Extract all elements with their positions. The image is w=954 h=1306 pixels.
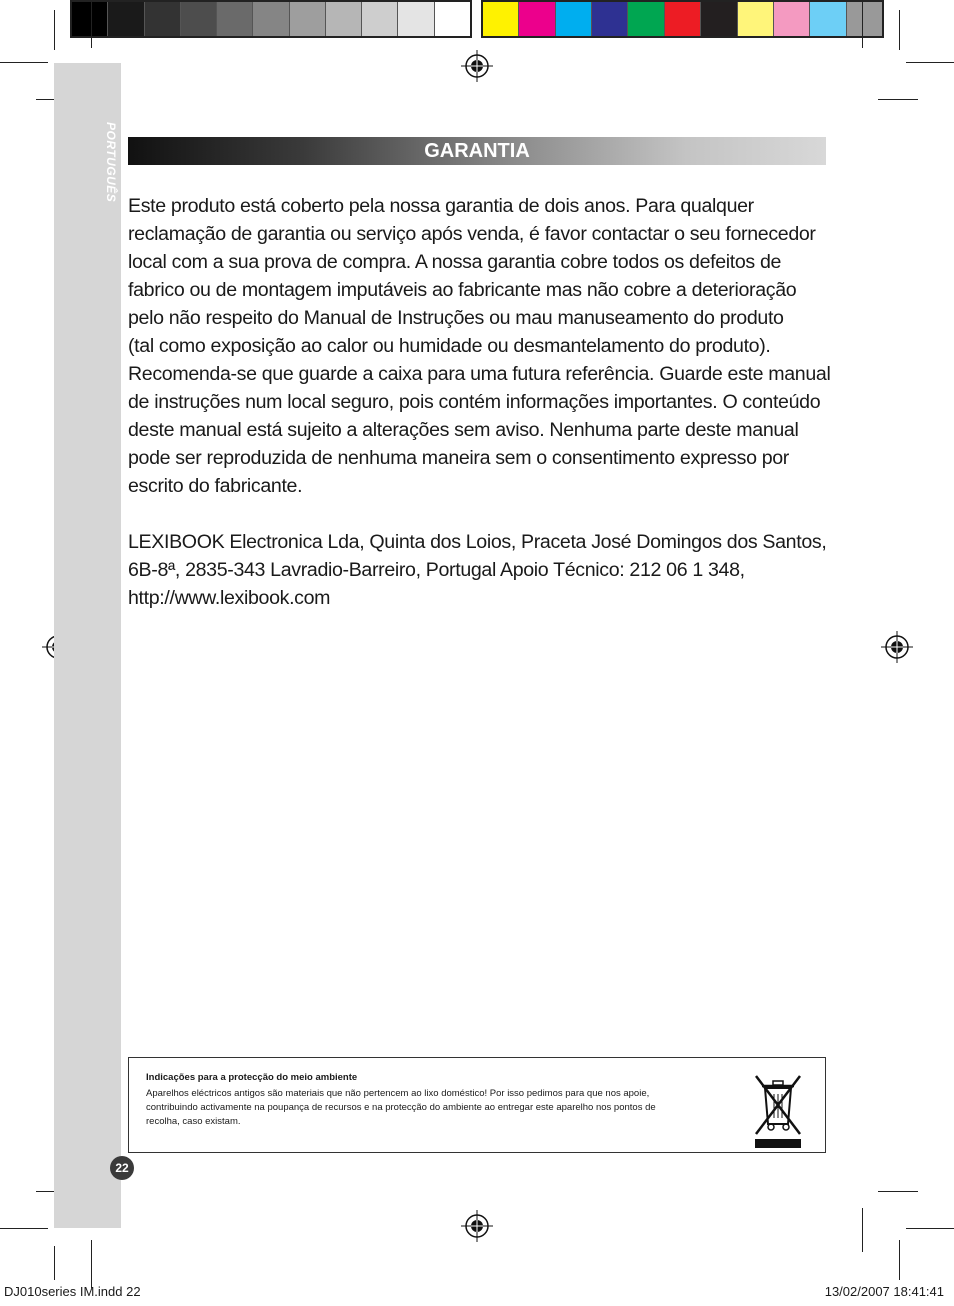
crop-mark — [54, 1246, 55, 1280]
crop-mark — [878, 1191, 918, 1192]
section-header — [128, 137, 826, 165]
crop-mark — [54, 10, 55, 50]
environment-title: Indicações para a protecção do meio ambiente — [146, 1072, 358, 1083]
crossed-out-wheelie-bin-icon — [753, 1068, 803, 1150]
text-line: pode ser reproduzida de nenhuma maneira sem o consentimento expresso por — [128, 447, 789, 469]
color-swatch — [556, 2, 592, 36]
color-swatch — [738, 2, 774, 36]
color-swatch — [592, 2, 628, 36]
color-swatch — [362, 2, 398, 36]
color-swatch — [519, 2, 555, 36]
color-swatch — [145, 2, 181, 36]
text-line: deste manual está sujeito a alterações sem aviso. Nenhuma parte deste manual — [128, 419, 799, 441]
color-swatch — [810, 2, 846, 36]
color-swatch — [665, 2, 701, 36]
grayscale-color-bar — [70, 0, 472, 38]
registration-mark-icon — [460, 49, 494, 83]
text-line: Recomenda-se que guarde a caixa para uma futura referência. Guarde este manual — [128, 363, 831, 385]
text-line: http://www.lexibook.com — [128, 587, 331, 609]
language-sidebar — [54, 63, 121, 1228]
page-number: 22 — [110, 1156, 134, 1180]
crop-mark — [899, 10, 900, 50]
color-swatch — [701, 2, 737, 36]
warranty-text — [128, 192, 831, 612]
datetime-slug: 13/02/2007 18:41:41 — [824, 1284, 944, 1299]
text-line: Este produto está coberto pela nossa garantia de dois anos. Para qualquer — [128, 195, 754, 217]
environment-text — [146, 1087, 706, 1129]
language-label: PORTUGUÊS — [104, 122, 118, 203]
text-line: local com a sua prova de compra. A nossa garantia cobre todos os defeitos de — [128, 251, 782, 273]
crop-mark — [906, 62, 954, 63]
text-line: (tal como exposição ao calor ou humidade ou desmantelamento do produto). — [128, 335, 771, 357]
crop-mark — [878, 99, 918, 100]
warranty-paragraph — [128, 192, 831, 500]
color-swatch — [398, 2, 434, 36]
color-swatch — [181, 2, 217, 36]
crop-mark — [0, 1228, 48, 1229]
text-line: pelo não respeito do Manual de Instruções ou mau manuseamento do produto — [128, 307, 784, 329]
text-line: 6B-8ª, 2835-343 Lavradio-Barreiro, Portugal Apoio Técnico: 212 06 1 348, — [128, 559, 745, 581]
text-line: Aparelhos eléctricos antigos são materiais que não pertencem ao lixo doméstico! Por isso pedimos para que nos apoie, — [146, 1088, 650, 1099]
crop-mark — [91, 1240, 92, 1288]
color-swatch — [483, 2, 519, 36]
color-swatch — [326, 2, 362, 36]
color-swatch — [628, 2, 664, 36]
text-line: recolha, caso existam. — [146, 1116, 241, 1127]
registration-mark-icon — [460, 1209, 494, 1243]
color-swatch — [847, 2, 882, 36]
color-swatch — [435, 2, 470, 36]
color-swatch — [217, 2, 253, 36]
crop-mark — [0, 62, 48, 63]
crop-mark — [906, 1228, 954, 1229]
contact-paragraph — [128, 528, 828, 612]
text-line: escrito do fabricante. — [128, 475, 303, 497]
color-swatch — [253, 2, 289, 36]
color-swatch — [774, 2, 810, 36]
text-line: LEXIBOOK Electronica Lda, Quinta dos Loios, Praceta José Domingos dos Santos, — [128, 531, 827, 553]
color-swatch — [290, 2, 326, 36]
text-line: fabrico ou de montagem imputáveis ao fabricante mas não cobre a deterioração — [128, 279, 797, 301]
color-swatch — [108, 2, 144, 36]
text-line: reclamação de garantia ou serviço após venda, é favor contactar o seu fornecedor — [128, 223, 816, 245]
crop-mark — [91, 0, 92, 48]
text-line: de instruções num local seguro, pois contém informações importantes. O conteúdo — [128, 391, 821, 413]
crop-mark — [862, 0, 863, 48]
section-title: GARANTIA — [424, 140, 530, 162]
file-slug: DJ010series IM.indd 22 — [4, 1284, 141, 1299]
registration-mark-icon — [880, 630, 914, 664]
crop-mark — [862, 1208, 863, 1252]
environment-notice — [128, 1057, 826, 1153]
crop-mark — [899, 1240, 900, 1280]
text-line: contribuindo activamente na poupança de recursos e na protecção do ambiente ao entregar este aparelho nos pontos de — [146, 1102, 656, 1113]
process-color-bar — [481, 0, 884, 38]
